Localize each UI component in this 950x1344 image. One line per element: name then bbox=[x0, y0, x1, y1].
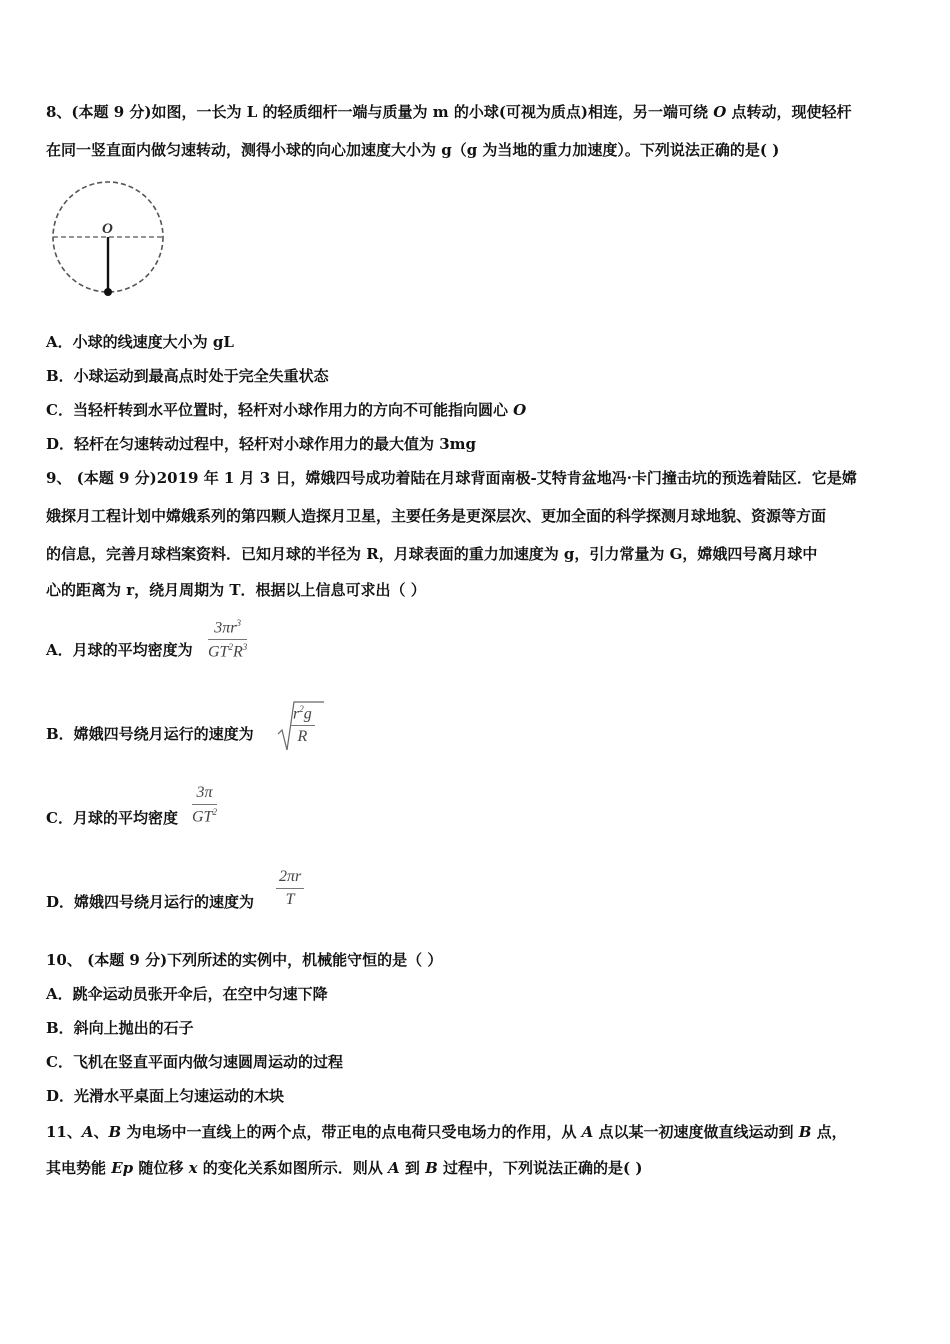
q11-stem-line2: 其电势能 Ep 随位移 x 的变化关系如图所示．则从 A 到 B 过程中，下列说法正确的是( ) bbox=[46, 1159, 643, 1177]
q9-stem-line1: 9、 (本题 9 分)2019 年 1 月 3 日，嫦娥四号成功着陆在月球背面南极-艾特肯盆地冯·卡门撞击坑的预选着陆区．它是嫦 bbox=[46, 469, 857, 487]
q9-option-d-formula: $\frac{2\pi r}{T}$ bbox=[276, 868, 304, 909]
q9-option-c[interactable]: C．月球的平均密度 bbox=[46, 809, 178, 827]
q11-stem-line1: 11、A、B 为电场中一直线上的两个点，带正电的点电荷只受电场力的作用，从 A 点以某一初速度做直线运动到 B 点， bbox=[46, 1123, 847, 1141]
q9-option-a[interactable]: A．月球的平均密度为 bbox=[46, 641, 193, 659]
q9-option-b-formula: $\frac{r^2g}{R}$ bbox=[290, 704, 315, 746]
q8-circle-figure bbox=[48, 175, 168, 300]
pivot-label-o: O bbox=[102, 221, 113, 237]
q8-stem-line2: 在同一竖直面内做匀速转动，测得小球的向心加速度大小为 g（g 为当地的重力加速度）。下列说法正确的是( ) bbox=[46, 141, 780, 159]
q10-option-a[interactable]: A．跳伞运动员张开伞后，在空中匀速下降 bbox=[46, 985, 328, 1003]
q10-stem: 10、 (本题 9 分)下列所述的实例中，机械能守恒的是（ ） bbox=[46, 951, 443, 969]
q8-option-b[interactable]: B．小球运动到最高点时处于完全失重状态 bbox=[46, 367, 329, 385]
q9-stem-line3: 的信息，完善月球档案资料．已知月球的半径为 R，月球表面的重力加速度为 g，引力常量为 G，嫦娥四号离月球中 bbox=[46, 545, 818, 563]
q9-option-b[interactable]: B．嫦娥四号绕月运行的速度为 bbox=[46, 725, 254, 743]
q9-option-d[interactable]: D．嫦娥四号绕月运行的速度为 bbox=[46, 893, 255, 911]
q9-option-c-formula: $\frac{3\pi}{GT^2}$ bbox=[192, 784, 217, 826]
q10-option-b[interactable]: B．斜向上抛出的石子 bbox=[46, 1019, 194, 1037]
q8-option-a[interactable]: A．小球的线速度大小为 gL bbox=[46, 333, 234, 351]
q9-stem-line2: 娥探月工程计划中嫦娥系列的第四颗人造探月卫星，主要任务是更深层次、更加全面的科学探测月球地貌、资源等方面 bbox=[46, 507, 827, 525]
q8-stem-line1: 8、(本题 9 分)如图，一长为 L 的轻质细杆一端与质量为 m 的小球(可视为质点)相连，另一端可绕 O 点转动，现使轻杆 bbox=[46, 103, 852, 121]
small-ball bbox=[104, 288, 112, 296]
q10-option-c[interactable]: C．飞机在竖直平面内做匀速圆周运动的过程 bbox=[46, 1053, 343, 1071]
q8-option-d[interactable]: D．轻杆在匀速转动过程中，轻杆对小球作用力的最大值为 3mg bbox=[46, 435, 477, 453]
q9-stem-line4: 心的距离为 r，绕月周期为 T．根据以上信息可求出（ ） bbox=[46, 581, 426, 599]
q8-option-c[interactable]: C．当轻杆转到水平位置时，轻杆对小球作用力的方向不可能指向圆心 O bbox=[46, 401, 527, 419]
q10-option-d[interactable]: D．光滑水平桌面上匀速运动的木块 bbox=[46, 1087, 285, 1105]
q9-option-a-formula: $\frac{3\pi r^3}{GT^2R^3}$ bbox=[208, 618, 248, 661]
